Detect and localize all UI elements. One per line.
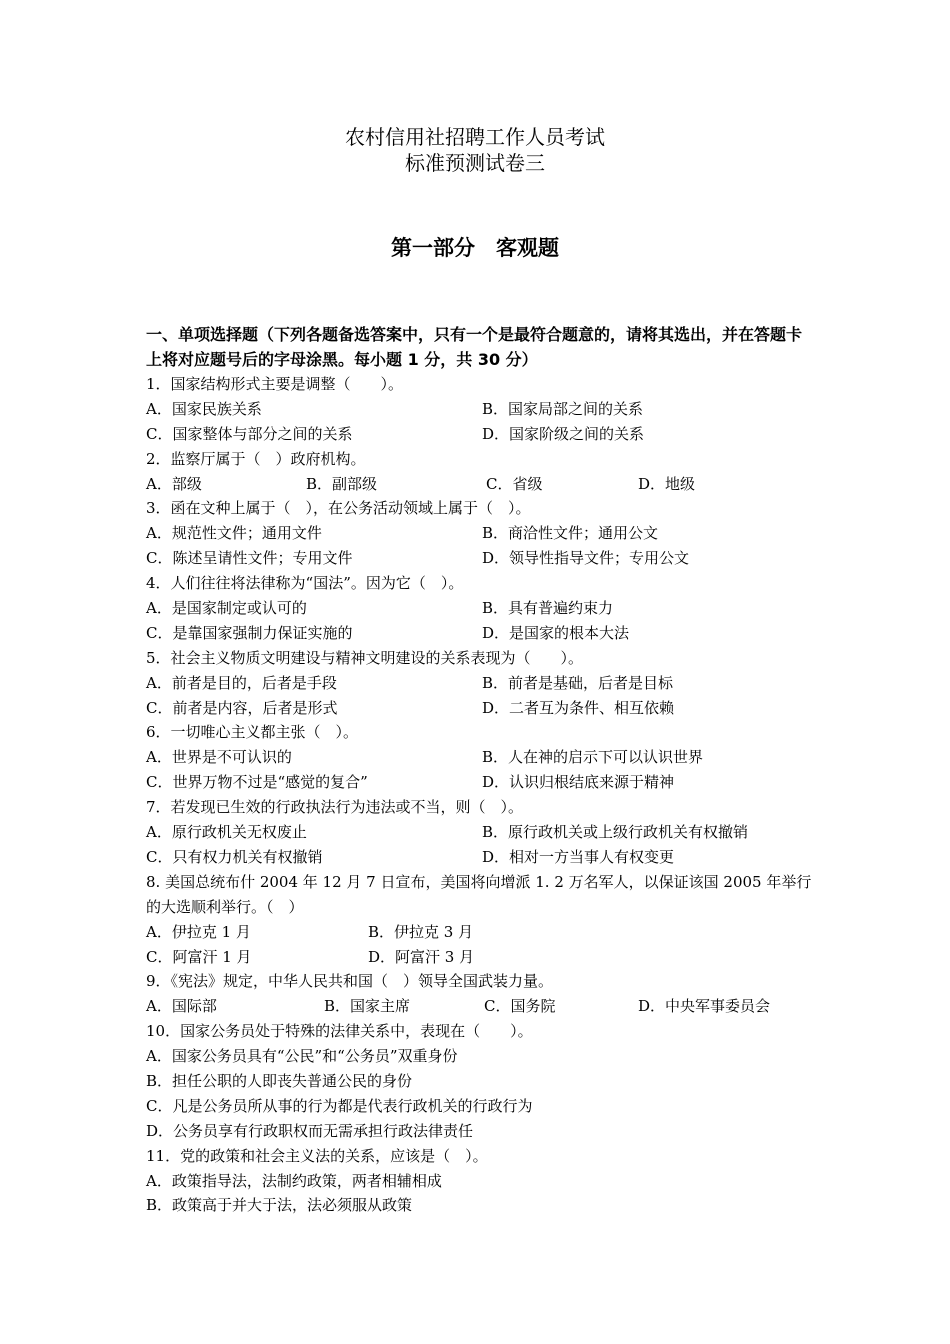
option-b: B．前者是基础，后者是目标 bbox=[482, 673, 674, 692]
question-stem: 9．《宪法》规定，中华人民共和国（ ）领导全国武装力量。 bbox=[146, 972, 554, 991]
option-row bbox=[146, 596, 816, 621]
option-row bbox=[146, 472, 816, 497]
option-b: B．政策高于并大于法，法必须服从政策 bbox=[146, 1196, 413, 1215]
option-a: A．部级 bbox=[146, 474, 202, 493]
option-d: D．公务员享有行政职权而无需承担行政法律责任 bbox=[146, 1121, 474, 1140]
question-stem: 11．党的政策和社会主义法的关系，应该是（ ）。 bbox=[146, 1146, 488, 1165]
section-heading: 一、单项选择题（下列各题备选答案中，只有一个是最符合题意的，请将其选出，并在答题卡上将对应题号后的字母涂黑。每小题 1 分，共 30 分） bbox=[146, 325, 803, 369]
exam-title: 农村信用社招聘工作人员考试 bbox=[345, 125, 605, 149]
option-b: B．商洽性文件；通用公文 bbox=[482, 524, 659, 543]
option-d: D．国家阶级之间的关系 bbox=[482, 424, 645, 443]
option-d: D．相对一方当事人有权变更 bbox=[482, 847, 675, 866]
question-stem: 7．若发现已生效的行政执法行为违法或不当，则（ ）。 bbox=[146, 798, 524, 817]
option-d: D．阿富汗 3 月 bbox=[368, 947, 475, 966]
option-c: C．世界万物不过是“感觉的复合” bbox=[146, 773, 368, 792]
option-a: A．伊拉克 1 月 bbox=[146, 922, 251, 941]
option-c: C．只有权力机关有权撤销 bbox=[146, 847, 323, 866]
option-c: C．是靠国家强制力保证实施的 bbox=[146, 623, 353, 642]
option-b: B．副部级 bbox=[306, 474, 378, 493]
question-content bbox=[146, 322, 816, 1218]
question-stem: 4．人们往往将法律称为“国法”。因为它（ ）。 bbox=[146, 574, 464, 593]
option-b: B．国家主席 bbox=[324, 997, 411, 1016]
option-row bbox=[146, 696, 816, 721]
option-a: A．政策指导法，法制约政策，两者相辅相成 bbox=[146, 1171, 442, 1190]
option-b: B．国家局部之间的关系 bbox=[482, 399, 644, 418]
option-c: C．阿富汗 1 月 bbox=[146, 947, 252, 966]
option-row bbox=[146, 521, 816, 546]
option-b: B．担任公职的人即丧失普通公民的身份 bbox=[146, 1071, 413, 1090]
option-c: C．国务院 bbox=[484, 997, 556, 1016]
option-row bbox=[146, 671, 816, 696]
option-c: C．国家整体与部分之间的关系 bbox=[146, 424, 353, 443]
option-a: A．是国家制定或认可的 bbox=[146, 599, 307, 618]
option-row bbox=[146, 621, 816, 646]
option-row bbox=[146, 945, 816, 970]
option-d: D．二者互为条件、相互依赖 bbox=[482, 698, 675, 717]
part-heading: 第一部分 客观题 bbox=[391, 235, 559, 260]
option-row bbox=[146, 745, 816, 770]
option-a: A．原行政机关无权废止 bbox=[146, 823, 307, 842]
option-d: D．领导性指导文件；专用公文 bbox=[482, 549, 690, 568]
exam-subtitle: 标准预测试卷三 bbox=[405, 151, 545, 175]
option-row bbox=[146, 397, 816, 422]
option-b: B．具有普遍约束力 bbox=[482, 599, 614, 618]
option-a: A．国家民族关系 bbox=[146, 399, 262, 418]
question-stem: 10．国家公务员处于特殊的法律关系中，表现在（ ）。 bbox=[146, 1022, 533, 1041]
option-d: D．中央军事委员会 bbox=[638, 997, 771, 1016]
question-stem: 1．国家结构形式主要是调整（ ）。 bbox=[146, 375, 404, 393]
option-a: A．国际部 bbox=[146, 997, 217, 1016]
option-a: A．世界是不可认识的 bbox=[146, 748, 292, 767]
option-row bbox=[146, 994, 816, 1019]
option-row bbox=[146, 546, 816, 571]
option-b: B．人在神的启示下可以认识世界 bbox=[482, 748, 704, 767]
option-b: B．伊拉克 3 月 bbox=[368, 922, 474, 941]
option-d: D．是国家的根本大法 bbox=[482, 623, 630, 642]
option-c: C．凡是公务员所从事的行为都是代表行政机关的行政行为 bbox=[146, 1096, 533, 1115]
question-stem: 8. 美国总统布什 2004 年 12 月 7 日宣布，美国将向增派 1. 2 万名军人，以保证该国 2005 年举行的大选顺利举行。（ ） bbox=[146, 872, 812, 916]
question-stem: 2．监察厅属于（ ）政府机构。 bbox=[146, 449, 366, 468]
option-c: C．省级 bbox=[486, 474, 543, 493]
option-a: A．国家公务员具有“公民”和“公务员”双重身份 bbox=[146, 1047, 458, 1066]
option-row bbox=[146, 920, 816, 945]
option-d: D．认识归根结底来源于精神 bbox=[482, 773, 675, 792]
question-stem: 3．函在文种上属于（ ），在公务活动领域上属于（ ）。 bbox=[146, 499, 531, 518]
option-b: B．原行政机关或上级行政机关有权撤销 bbox=[482, 823, 749, 842]
option-d: D．地级 bbox=[638, 474, 696, 493]
option-a: A．前者是目的，后者是手段 bbox=[146, 673, 337, 692]
option-row bbox=[146, 845, 816, 870]
option-row bbox=[146, 422, 816, 447]
option-a: A．规范性文件；通用文件 bbox=[146, 524, 322, 543]
option-c: C．前者是内容，后者是形式 bbox=[146, 698, 338, 717]
option-c: C．陈述呈请性文件；专用文件 bbox=[146, 549, 353, 568]
question-stem: 5．社会主义物质文明建设与精神文明建设的关系表现为（ ）。 bbox=[146, 648, 584, 667]
option-row bbox=[146, 770, 816, 795]
question-stem: 6．一切唯心主义都主张（ ）。 bbox=[146, 723, 359, 742]
option-row bbox=[146, 820, 816, 845]
